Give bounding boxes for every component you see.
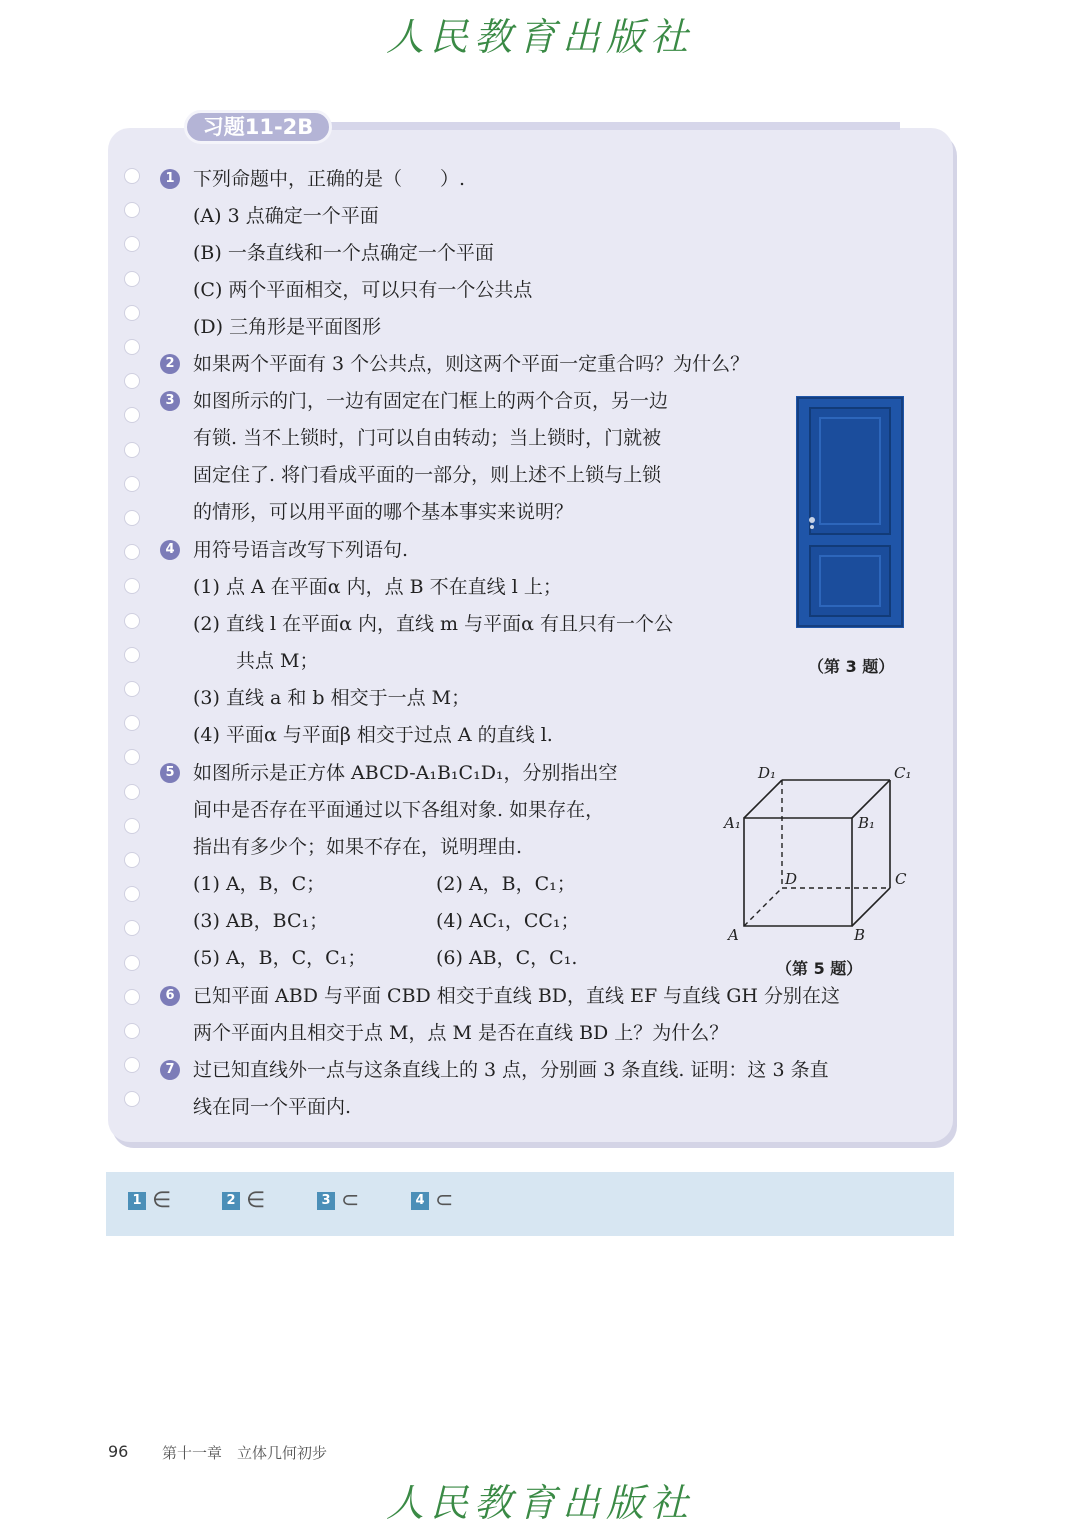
question-4-item-2: (2) 直线 l 在平面α 内，直线 m 与平面α 有且只有一个公 [193, 613, 673, 635]
cube-label-c: C [895, 870, 907, 888]
question-5-item-3: (3) AB，BC₁； [193, 910, 329, 932]
symbol-note-number: 1 [128, 1192, 146, 1210]
question-7-line-2: 线在同一个平面内. [193, 1096, 352, 1118]
symbol-note-4 [411, 1188, 454, 1213]
binder-hole [124, 784, 140, 800]
question-3-line-4: 的情形，可以用平面的哪个基本事实来说明？ [193, 501, 574, 523]
binder-hole [124, 852, 140, 868]
binder-hole [124, 305, 140, 321]
question-4-item-1: (1) 点 A 在平面α 内，点 B 不在直线 l 上； [193, 576, 562, 598]
question-5-line-2: 间中是否存在平面通过以下各组对象. 如果存在， [193, 799, 605, 821]
question-4-text: 用符号语言改写下列语句. [193, 539, 409, 561]
binder-hole [124, 442, 140, 458]
cube-figure [722, 758, 922, 944]
question-4-item-3: (3) 直线 a 和 b 相交于一点 M； [193, 687, 471, 709]
question-3-line-1: 如图所示的门，一边有固定在门框上的两个合页，另一边 [193, 390, 669, 412]
question-5-item-6: (6) AB，C，C₁. [436, 947, 578, 969]
binder-hole [124, 476, 140, 492]
binder-hole [124, 647, 140, 663]
binder-hole [124, 955, 140, 971]
door-handle [809, 517, 815, 523]
figure-5-caption: （第 5 题） [776, 959, 863, 978]
page-number: 96 [108, 1442, 129, 1461]
question-number-5: 5 [160, 763, 180, 783]
element-of-symbol: ∈ [152, 1188, 172, 1213]
question-5-item-4: (4) AC₁，CC₁； [436, 910, 580, 932]
header-divider [300, 122, 900, 130]
question-5-line-1: 如图所示是正方体 ABCD-A₁B₁C₁D₁，分别指出空 [193, 762, 618, 784]
question-number-1: 1 [160, 169, 180, 189]
cube-label-b1: B₁ [858, 814, 876, 832]
symbol-note-number: 2 [222, 1192, 240, 1210]
publisher-logo-bottom: 人民教育出版社 [385, 1481, 694, 1525]
cube-label-c1: C₁ [894, 764, 912, 782]
publisher-logo-top: 人民教育出版社 [385, 15, 694, 59]
binder-hole [124, 613, 140, 629]
subset-symbol: ⊂ [435, 1188, 454, 1213]
symbol-note-2 [222, 1188, 266, 1213]
binder-hole [124, 818, 140, 834]
chapter-title: 第十一章 立体几何初步 [162, 1444, 328, 1462]
element-of-symbol: ∈ [246, 1188, 266, 1213]
figure-3-caption: （第 3 题） [808, 657, 895, 676]
question-4-item-2-cont: 共点 M； [236, 650, 319, 672]
exercise-tag: 习题11-2B [184, 110, 332, 144]
binder-hole [124, 271, 140, 287]
binder-hole [124, 510, 140, 526]
question-5-item-1: (1) A，B，C； [193, 873, 326, 895]
cube-label-b: B [854, 926, 866, 944]
binder-hole [124, 989, 140, 1005]
question-1-option-a: (A) 3 点确定一个平面 [193, 205, 379, 227]
binder-hole [124, 681, 140, 697]
cube-label-d1: D₁ [758, 764, 777, 782]
question-3-line-3: 固定住了. 将门看成平面的一部分，则上述不上锁与上锁 [193, 464, 662, 486]
subset-symbol: ⊂ [341, 1188, 360, 1213]
cube-label-a1: A₁ [724, 814, 741, 832]
hidden-edge-ad [744, 888, 782, 926]
question-number-2: 2 [160, 354, 180, 374]
question-1-option-d: (D) 三角形是平面图形 [193, 316, 382, 338]
question-1-option-c: (C) 两个平面相交，可以只有一个公共点 [193, 279, 533, 301]
binder-hole [124, 168, 140, 184]
cube-label-d: D [785, 870, 798, 888]
question-5-line-3: 指出有多少个；如果不存在，说明理由. [193, 836, 523, 858]
question-2-text: 如果两个平面有 3 个公共点，则这两个平面一定重合吗？为什么？ [193, 353, 750, 375]
question-6-line-2: 两个平面内且相交于点 M，点 M 是否在直线 BD 上？为什么？ [193, 1022, 729, 1044]
question-5-item-5: (5) A，B，C，C₁； [193, 947, 367, 969]
symbol-note-3 [317, 1188, 360, 1213]
question-number-6: 6 [160, 986, 180, 1006]
question-number-4: 4 [160, 540, 180, 560]
binder-hole [124, 339, 140, 355]
question-7-line-1: 过已知直线外一点与这条直线上的 3 点，分别画 3 条直线. 证明：这 3 条直 [193, 1059, 829, 1081]
cube-label-a: A [728, 926, 739, 944]
symbol-note-number: 4 [411, 1192, 429, 1210]
question-6-line-1: 已知平面 ABD 与平面 CBD 相交于直线 BD，直线 EF 与直线 GH 分别在这 [193, 985, 841, 1007]
question-1-option-b: (B) 一条直线和一个点确定一个平面 [193, 242, 494, 264]
question-number-7: 7 [160, 1060, 180, 1080]
question-5-item-2: (2) A，B，C₁； [436, 873, 576, 895]
question-1-text: 下列命题中，正确的是（ ）. [193, 168, 466, 190]
symbol-note-1 [128, 1188, 172, 1213]
question-number-3: 3 [160, 391, 180, 411]
symbol-note-number: 3 [317, 1192, 335, 1210]
question-3-line-2: 有锁. 当不上锁时，门可以自由转动；当上锁时，门就被 [193, 427, 662, 449]
door-figure [796, 396, 904, 628]
binder-hole [124, 1023, 140, 1039]
question-4-item-4: (4) 平面α 与平面β 相交于过点 A 的直线 l. [193, 724, 553, 746]
